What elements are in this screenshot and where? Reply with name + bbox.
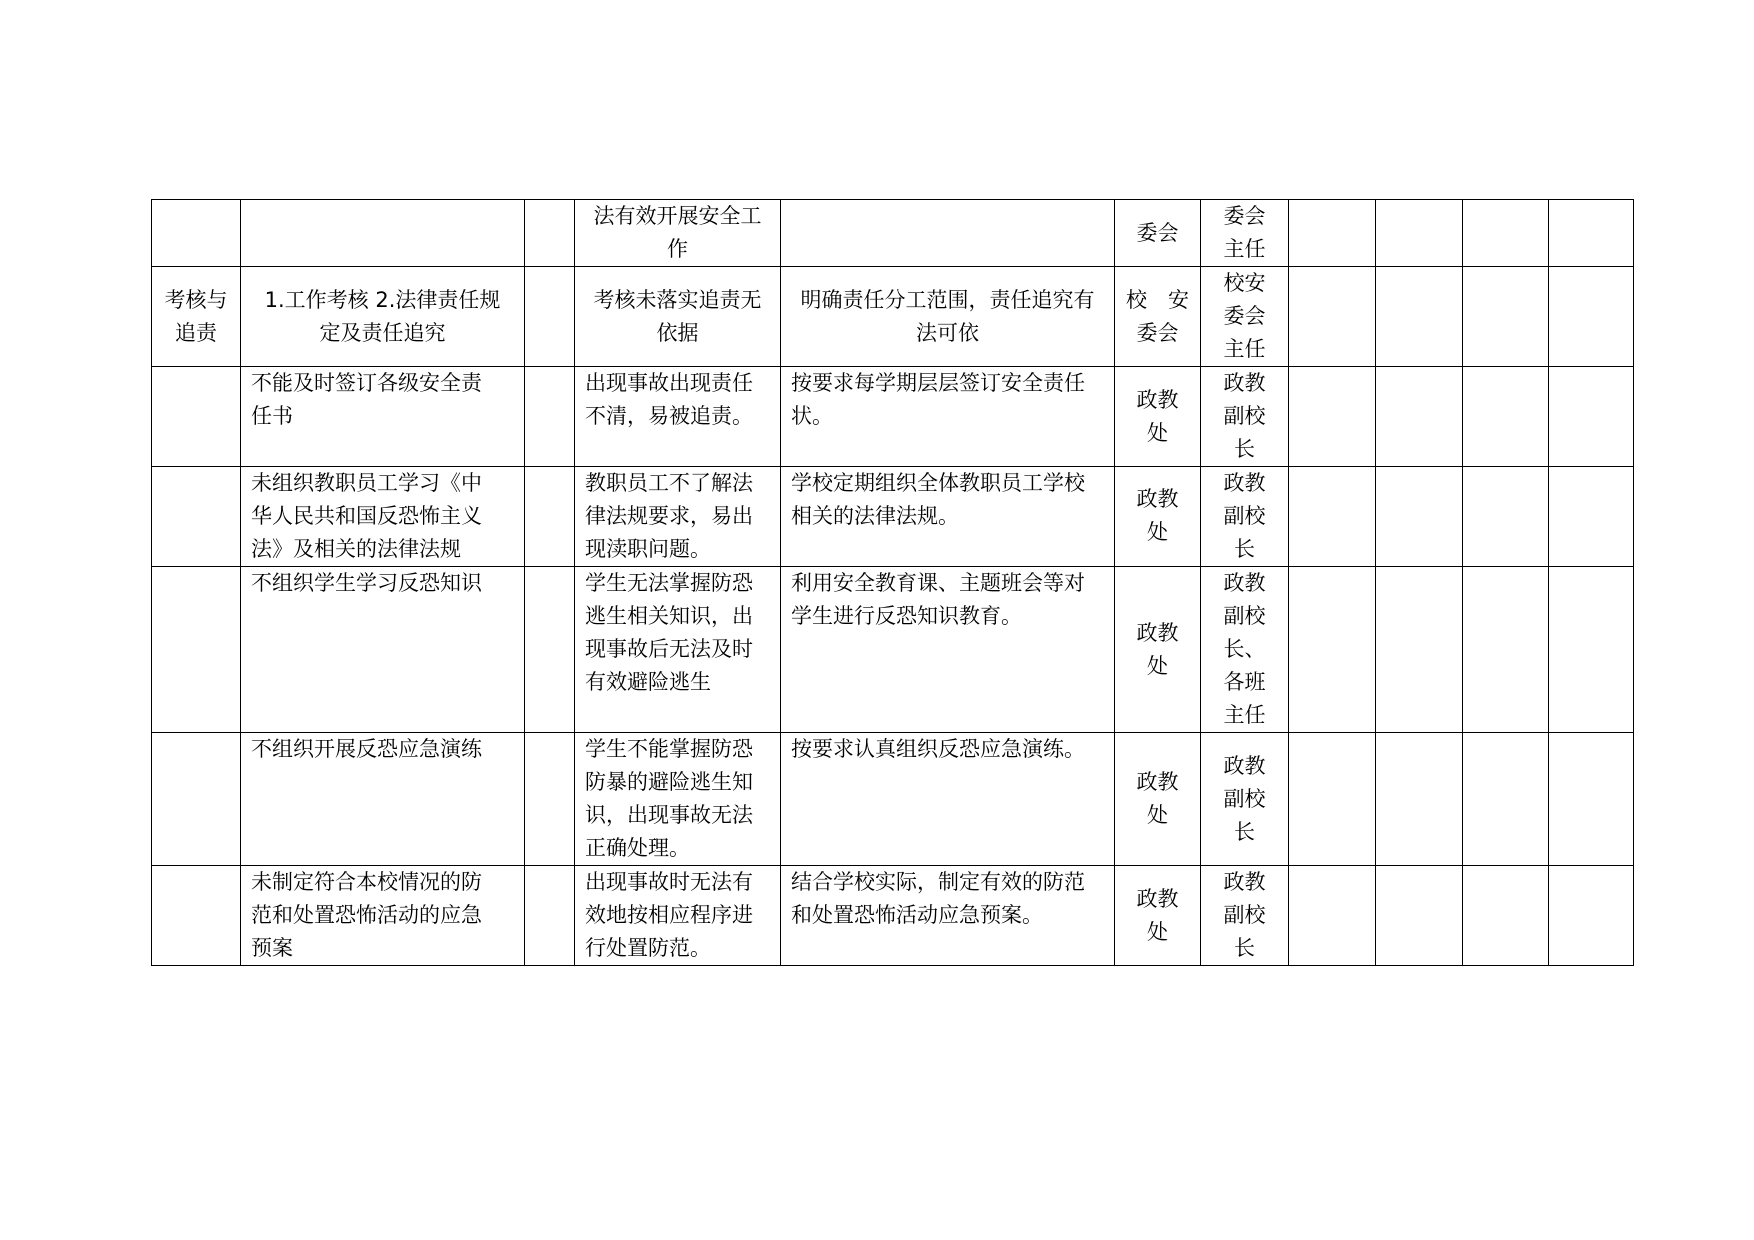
empty-cell (1289, 267, 1376, 367)
category-cell (152, 200, 241, 267)
item-cell (241, 200, 525, 267)
item-cell: 不组织开展反恐应急演练 (241, 733, 525, 866)
blank-cell (525, 733, 575, 866)
item-cell: 未组织教职员工学习《中 华人民共和国反恐怖主义 法》及相关的法律法规 (241, 467, 525, 567)
blank-cell (525, 367, 575, 467)
empty-cell (1289, 866, 1376, 966)
empty-cell (1376, 866, 1463, 966)
leader-cell: 政教 副校 长、 各班 主任 (1201, 567, 1289, 733)
dept-cell: 政教 处 (1115, 733, 1201, 866)
leader-cell: 政教 副校 长 (1201, 467, 1289, 567)
empty-cell (1289, 733, 1376, 866)
empty-cell (1289, 467, 1376, 567)
empty-cell (1549, 567, 1634, 733)
empty-cell (1289, 567, 1376, 733)
empty-cell (1549, 367, 1634, 467)
blank-cell (525, 267, 575, 367)
empty-cell (1376, 733, 1463, 866)
risk-control-table (151, 199, 1634, 966)
risk-cell: 学生不能掌握防恐 防暴的避险逃生知 识，出现事故无法 正确处理。 (575, 733, 781, 866)
empty-cell (1463, 866, 1549, 966)
dept-cell: 政教 处 (1115, 367, 1201, 467)
empty-cell (1549, 866, 1634, 966)
empty-cell (1549, 733, 1634, 866)
leader-cell: 政教 副校 长 (1201, 367, 1289, 467)
table-row (152, 367, 1634, 467)
empty-cell (1463, 200, 1549, 267)
table-row (152, 467, 1634, 567)
leader-cell: 校安 委会 主任 (1201, 267, 1289, 367)
measure-cell: 学校定期组织全体教职员工学校 相关的法律法规。 (781, 467, 1115, 567)
empty-cell (1376, 267, 1463, 367)
measure-cell (781, 200, 1115, 267)
empty-cell (1289, 200, 1376, 267)
empty-cell (1549, 267, 1634, 367)
dept-cell: 校 安 委会 (1115, 267, 1201, 367)
item-cell: 1.工作考核 2.法律责任规 定及责任追究 (241, 267, 525, 367)
leader-cell: 委会 主任 (1201, 200, 1289, 267)
dept-cell: 政教 处 (1115, 567, 1201, 733)
empty-cell (1549, 200, 1634, 267)
blank-cell (525, 567, 575, 733)
blank-cell (525, 866, 575, 966)
empty-cell (1376, 367, 1463, 467)
measure-cell: 利用安全教育课、主题班会等对 学生进行反恐知识教育。 (781, 567, 1115, 733)
empty-cell (1376, 567, 1463, 733)
table-row (152, 866, 1634, 966)
empty-cell (1376, 467, 1463, 567)
blank-cell (525, 467, 575, 567)
dept-cell: 政教 处 (1115, 866, 1201, 966)
risk-cell: 学生无法掌握防恐 逃生相关知识，出 现事故后无法及时 有效避险逃生 (575, 567, 781, 733)
leader-cell: 政教 副校 长 (1201, 866, 1289, 966)
risk-cell: 法有效开展安全工 作 (575, 200, 781, 267)
empty-cell (1549, 467, 1634, 567)
item-cell: 未制定符合本校情况的防 范和处置恐怖活动的应急 预案 (241, 866, 525, 966)
category-cell (152, 567, 241, 733)
risk-cell: 教职员工不了解法 律法规要求，易出 现渎职问题。 (575, 467, 781, 567)
measure-cell: 结合学校实际，制定有效的防范 和处置恐怖活动应急预案。 (781, 866, 1115, 966)
empty-cell (1463, 567, 1549, 733)
item-cell: 不能及时签订各级安全责 任书 (241, 367, 525, 467)
category-cell (152, 866, 241, 966)
dept-cell: 政教 处 (1115, 467, 1201, 567)
table-row (152, 567, 1634, 733)
table-row (152, 200, 1634, 267)
category-cell (152, 467, 241, 567)
empty-cell (1463, 467, 1549, 567)
risk-cell: 考核未落实追责无 依据 (575, 267, 781, 367)
measure-cell: 明确责任分工范围，责任追究有 法可依 (781, 267, 1115, 367)
category-cell (152, 367, 241, 467)
leader-cell: 政教 副校 长 (1201, 733, 1289, 866)
empty-cell (1289, 367, 1376, 467)
category-cell (152, 733, 241, 866)
table-row (152, 733, 1634, 866)
empty-cell (1463, 367, 1549, 467)
measure-cell: 按要求认真组织反恐应急演练。 (781, 733, 1115, 866)
blank-cell (525, 200, 575, 267)
category-cell: 考核与 追责 (152, 267, 241, 367)
empty-cell (1463, 733, 1549, 866)
risk-cell: 出现事故时无法有 效地按相应程序进 行处置防范。 (575, 866, 781, 966)
risk-cell: 出现事故出现责任 不清，易被追责。 (575, 367, 781, 467)
measure-cell: 按要求每学期层层签订安全责任 状。 (781, 367, 1115, 467)
dept-cell: 委会 (1115, 200, 1201, 267)
empty-cell (1376, 200, 1463, 267)
empty-cell (1463, 267, 1549, 367)
table-row (152, 267, 1634, 367)
item-cell: 不组织学生学习反恐知识 (241, 567, 525, 733)
